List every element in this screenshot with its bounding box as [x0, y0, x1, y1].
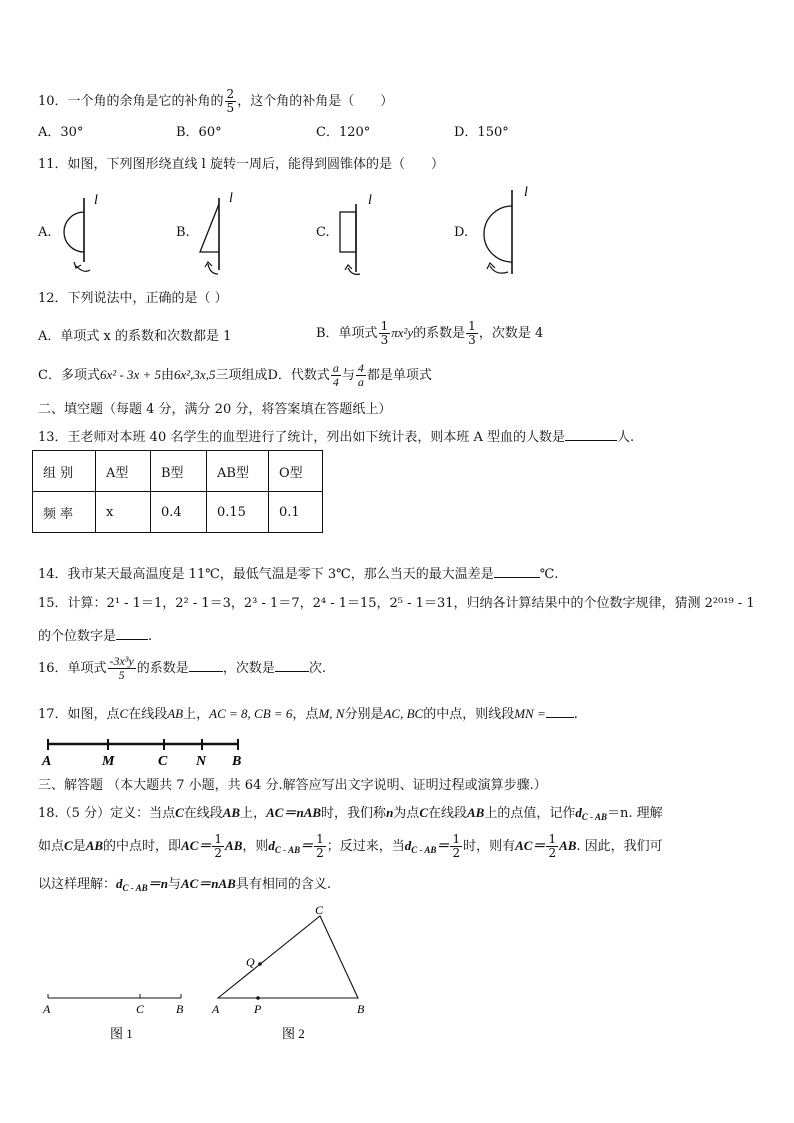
- section-2-heading: 二、填空题（每题 4 分，满分 20 分，将答案填在答题纸上）: [38, 402, 392, 417]
- section-3-heading: 三、解答题 （本大题共 7 小题，共 64 分.解答应写出文字说明、证明过程或演算步骤.）: [38, 778, 547, 793]
- q18-line-1: 18.（5 分）定义：当点C在线段AB上，AC＝nAB时，我们称n为点C在线段AB上的点值，记作$d_{C - AB}=n$. 理解: [38, 805, 663, 822]
- q15-line-1: 15．计算：2¹ - 1＝1，2² - 1＝3，2³ - 1＝7，2⁴ - 1＝15，2⁵ - 1＝31，归纳各计算结果中的个位数字规律，猜测 2²⁰¹⁹ - 1: [38, 596, 755, 611]
- table-row: [33, 451, 323, 492]
- table-cell: 组 别: [33, 451, 96, 492]
- q16-stem: 16．单项式 $\frac{\text{-3x³y}}{5}$ 的系数是 ，次数是 次.: [38, 654, 326, 682]
- point-label-m: M: [102, 754, 115, 769]
- q11-label-a: A.: [38, 225, 52, 240]
- q18-line-2: 如点C是AB的中点时，即AC＝ $\frac{1}{2}$ AB，则$d_{C - AB}=$ $\frac{1}{2}$ ；反过来，当$d_{C - AB}=$ $\frac{1}{2}$ 时，则有AC＝ $\frac{1}{2}$ AB. 因此，我们可: [38, 832, 663, 860]
- table-cell: 0.1: [269, 492, 323, 533]
- q18-line-3: 以这样理解：$d_{C - AB}=n$与AC＝nAB具有相同的含义.: [38, 876, 331, 893]
- q17-segment-figure: [40, 736, 250, 770]
- table-cell: 0.4: [151, 492, 207, 533]
- q15-line-2: 的个位数字是 .: [38, 629, 153, 644]
- point-label-a: A: [212, 1002, 220, 1016]
- q12-option-a: A．单项式 x 的系数和次数都是 1: [38, 329, 232, 344]
- point-label-p: P: [254, 1002, 262, 1016]
- table-cell: 频 率: [33, 492, 96, 533]
- figure-2-caption: 图 2: [282, 1026, 305, 1041]
- point-label-b: B: [357, 1002, 365, 1016]
- q12-stem: 12．下列说法中，正确的是（ ）: [38, 291, 228, 306]
- q11-figure-b: [196, 188, 246, 278]
- point-label-n: N: [196, 754, 207, 769]
- q10-option-a: A．30°: [38, 125, 84, 140]
- table-cell: 0.15: [207, 492, 269, 533]
- q11-figure-c: [330, 188, 380, 278]
- q15-answer-blank[interactable]: [116, 627, 148, 640]
- point-label-a: A: [42, 754, 52, 769]
- q12-option-b: B．单项式 $\frac{1}{3}$ πx²y的系数是 $\frac{1}{3}$ ，次数是 4: [316, 319, 544, 347]
- point-label-c: C: [136, 1002, 145, 1016]
- q10-fraction: $\frac{2}{5}$: [226, 87, 235, 115]
- point-label-b: B: [232, 754, 242, 769]
- point-label-a: A: [43, 1002, 51, 1016]
- point-label-c: C: [158, 754, 168, 769]
- q16-degree-blank[interactable]: [275, 659, 309, 672]
- q13-stem: 13．王老师对本班 40 名学生的血型进行了统计，列出如下统计表，则本班 A 型血的人数是 人.: [38, 430, 635, 445]
- q11-stem: 11．如图，下列图形绕直线 l 旋转一周后，能得到圆锥体的是（ ）: [38, 157, 444, 172]
- table-cell: x: [96, 492, 151, 533]
- axis-label: l: [229, 191, 233, 206]
- point-label-c: C: [315, 903, 324, 917]
- axis-label: l: [94, 193, 98, 208]
- q11-label-c: C.: [316, 225, 330, 240]
- q10-option-c: C．120°: [316, 125, 371, 140]
- point-label-b: B: [176, 1002, 184, 1016]
- q18-figure-1: [38, 990, 198, 1042]
- q10-stem: 10．一个角的余角是它的补角的 $\frac{2}{5}$ ，这个角的补角是（ ）: [38, 87, 394, 115]
- q11-label-b: B.: [176, 225, 190, 240]
- q11-label-d: D.: [454, 225, 469, 240]
- point-label-q: Q: [246, 955, 255, 969]
- q14-answer-blank[interactable]: [494, 565, 540, 578]
- q10-option-b: B．60°: [176, 125, 222, 140]
- blood-type-table: [32, 450, 323, 533]
- q17-stem: 17．如图，点C在线段AB上，AC = 8, CB = 6，点M, N分别是AC, BC的中点，则线段MN = .: [38, 706, 578, 722]
- table-row: [33, 492, 323, 533]
- table-cell: AB型: [207, 451, 269, 492]
- q14-stem: 14．我市某天最高温度是 11℃，最低气温是零下 3℃，那么当天的最大温差是 ℃.: [38, 567, 559, 582]
- table-cell: B型: [151, 451, 207, 492]
- q11-figure-d: [470, 182, 540, 278]
- q18-figure-2: [204, 902, 374, 1042]
- q11-figure-a: [60, 188, 110, 278]
- axis-label: l: [368, 193, 372, 208]
- axis-label: l: [524, 185, 528, 200]
- q12-option-cd: C．多项式6x² - 3x + 5由6x²,3x,5三项组成D．代数式 $\frac{a}{4}$ 与 $\frac{4}{a}$ 都是单项式: [38, 361, 432, 389]
- q17-answer-blank[interactable]: [546, 705, 574, 718]
- figure-1-caption: 图 1: [110, 1026, 133, 1041]
- table-cell: A型: [96, 451, 151, 492]
- q16-coefficient-blank[interactable]: [189, 659, 223, 672]
- q10-option-d: D．150°: [454, 125, 509, 140]
- q13-answer-blank[interactable]: [565, 428, 617, 441]
- table-cell: O型: [269, 451, 323, 492]
